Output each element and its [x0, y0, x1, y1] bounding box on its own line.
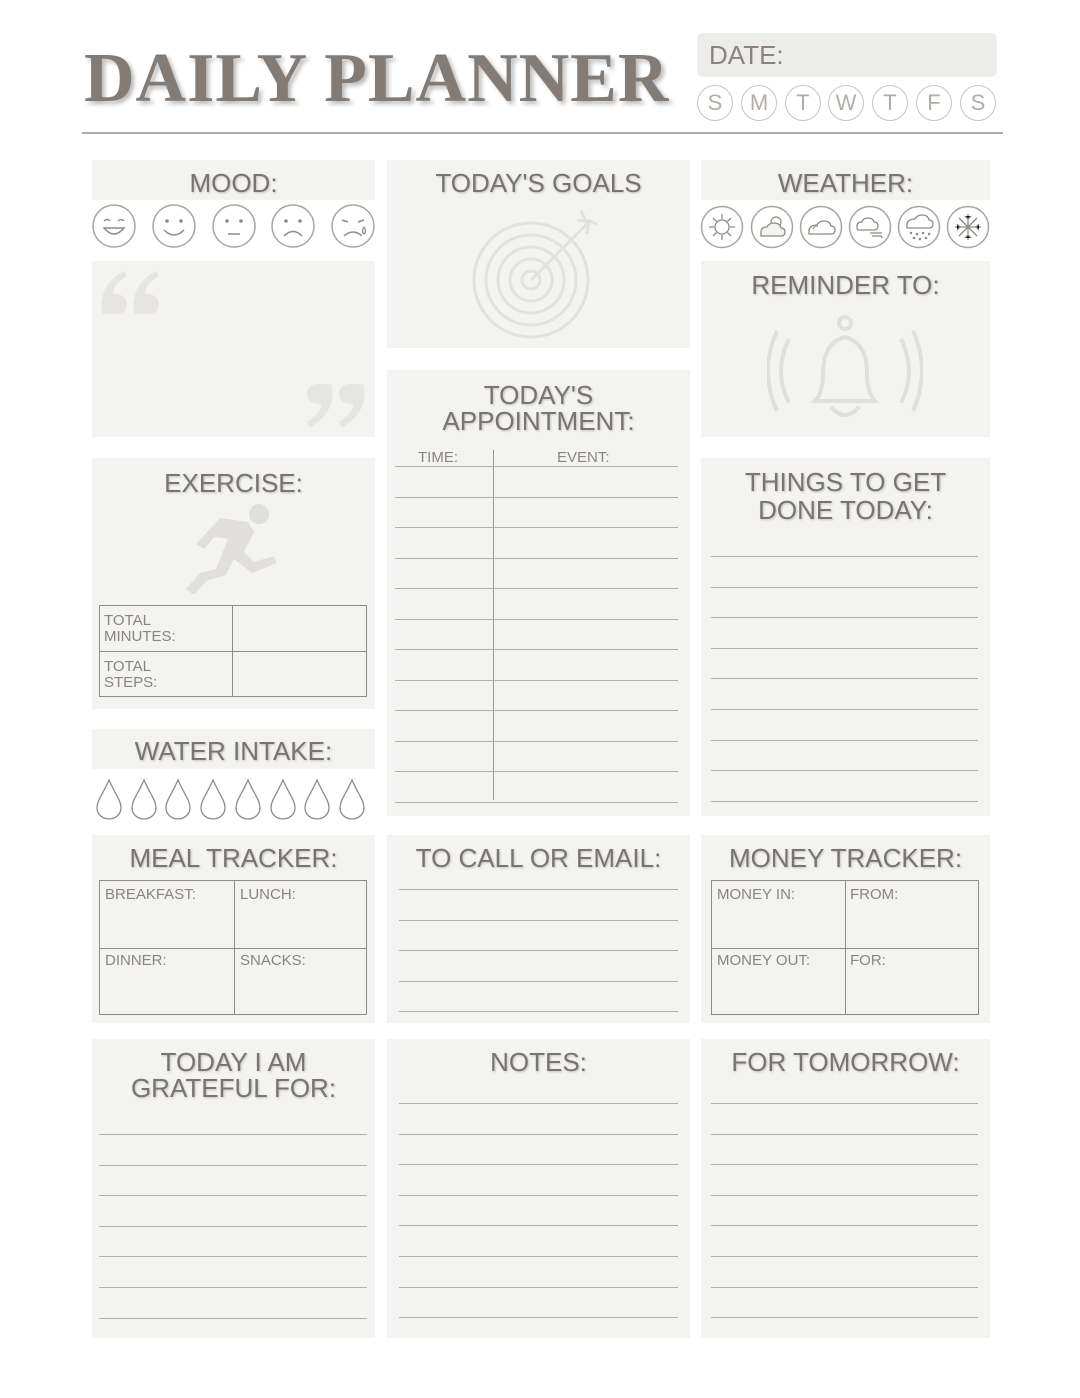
call-line[interactable]	[399, 889, 678, 890]
notes-line[interactable]	[399, 1256, 678, 1257]
goals-panel[interactable]	[387, 160, 690, 348]
quote-box[interactable]	[92, 261, 375, 437]
reminder-panel[interactable]	[701, 261, 990, 437]
todo-line[interactable]	[711, 587, 978, 588]
things-title-line2: DONE TODAY:	[758, 495, 933, 525]
call-title: TO CALL OR EMAIL:	[415, 843, 662, 873]
snow-icon[interactable]	[946, 205, 990, 249]
windy-icon[interactable]	[848, 205, 892, 249]
exercise-table	[99, 605, 367, 697]
todo-line[interactable]	[711, 801, 978, 802]
event-column-header: EVENT:	[557, 449, 610, 466]
water-drop-icon[interactable]	[199, 778, 227, 820]
tomorrow-line[interactable]	[711, 1164, 978, 1165]
tomorrow-panel	[701, 1039, 990, 1338]
sad-face-icon[interactable]	[270, 203, 316, 249]
column-divider	[493, 450, 494, 800]
money-title: MONEY TRACKER:	[728, 843, 963, 873]
appointment-row-line[interactable]	[395, 558, 678, 559]
appointment-row-line[interactable]	[395, 771, 678, 772]
notes-line[interactable]	[399, 1195, 678, 1196]
grateful-line[interactable]	[99, 1287, 367, 1288]
notes-line[interactable]	[399, 1225, 678, 1226]
notes-title: NOTES:	[490, 1047, 587, 1077]
day-saturday[interactable]: S	[960, 85, 996, 121]
call-line[interactable]	[399, 981, 678, 982]
partly-cloudy-icon[interactable]	[750, 205, 794, 249]
things-todo-panel	[701, 458, 990, 816]
total-steps-label: TOTAL STEPS:	[104, 658, 158, 691]
todo-line[interactable]	[711, 678, 978, 679]
mood-title: MOOD:	[189, 168, 278, 198]
call-line[interactable]	[399, 920, 678, 921]
call-line[interactable]	[399, 950, 678, 951]
bell-icon	[767, 311, 923, 427]
tomorrow-line[interactable]	[711, 1317, 978, 1318]
time-column-header: TIME:	[418, 449, 458, 466]
water-drop-icon[interactable]	[164, 778, 192, 820]
notes-line[interactable]	[399, 1134, 678, 1135]
grateful-panel	[92, 1039, 375, 1338]
appointment-row-line[interactable]	[395, 741, 678, 742]
appointment-row-line[interactable]	[395, 802, 678, 803]
smiling-face-icon[interactable]	[151, 203, 197, 249]
day-thursday[interactable]: T	[872, 85, 908, 121]
dinner-cell[interactable]: DINNER:	[105, 952, 167, 969]
target-icon	[469, 202, 609, 342]
grateful-title-line1: TODAY I AM	[160, 1047, 307, 1077]
tomorrow-title: FOR TOMORROW:	[731, 1047, 960, 1077]
meal-title: MEAL TRACKER:	[129, 843, 338, 873]
money-out-cell[interactable]: MONEY OUT:	[717, 952, 811, 969]
page-title: DAILY PLANNER	[84, 40, 670, 117]
laughing-face-icon[interactable]	[91, 203, 137, 249]
total-minutes-label: TOTAL MINUTES:	[104, 612, 176, 645]
water-header	[92, 729, 375, 769]
todo-line[interactable]	[711, 770, 978, 771]
close-quote-icon	[304, 381, 368, 431]
date-field[interactable]	[697, 33, 997, 77]
date-label: DATE:	[709, 40, 784, 70]
header-divider	[82, 132, 1003, 134]
appointment-row-line[interactable]	[395, 710, 678, 711]
breakfast-cell[interactable]: BREAKFAST:	[105, 886, 196, 903]
reminder-title: REMINDER TO:	[751, 270, 940, 300]
call-email-panel	[387, 835, 690, 1023]
money-in-cell[interactable]: MONEY IN:	[717, 886, 796, 903]
appointment-row-line[interactable]	[395, 497, 678, 498]
grateful-title-line2: GRATEFUL FOR:	[130, 1073, 337, 1103]
day-tuesday[interactable]: T	[785, 85, 821, 121]
tomorrow-line[interactable]	[711, 1256, 978, 1257]
tomorrow-line[interactable]	[711, 1103, 978, 1104]
water-drop-icon[interactable]	[303, 778, 331, 820]
notes-line[interactable]	[399, 1287, 678, 1288]
sun-icon[interactable]	[700, 205, 744, 249]
day-wednesday[interactable]: W	[828, 85, 864, 121]
todo-line[interactable]	[711, 709, 978, 710]
appointment-row-line[interactable]	[395, 527, 678, 528]
grateful-line[interactable]	[99, 1165, 367, 1166]
appointment-title-line2: APPOINTMENT:	[442, 406, 635, 436]
todo-line[interactable]	[711, 556, 978, 557]
lunch-cell[interactable]: LUNCH:	[240, 886, 296, 903]
water-drop-icon[interactable]	[234, 778, 262, 820]
money-table	[711, 880, 979, 1015]
appointment-row-line[interactable]	[395, 680, 678, 681]
money-tracker-panel	[701, 835, 990, 1023]
appointment-row-line[interactable]	[395, 649, 678, 650]
things-title-line1: THINGS TO GET	[744, 467, 947, 497]
tomorrow-line[interactable]	[711, 1195, 978, 1196]
money-from-cell[interactable]: FROM:	[850, 886, 899, 903]
weather-title: WEATHER:	[777, 168, 914, 198]
day-monday[interactable]: M	[741, 85, 777, 121]
total-minutes-input[interactable]	[233, 606, 366, 651]
grateful-line[interactable]	[99, 1318, 367, 1319]
appointment-title-line1: TODAY'S	[483, 380, 594, 410]
runner-icon	[180, 502, 280, 594]
appointment-row-line[interactable]	[395, 466, 678, 467]
water-title: WATER INTAKE:	[134, 736, 333, 766]
notes-panel	[387, 1039, 690, 1338]
appointment-panel	[387, 370, 690, 816]
water-drop-icon[interactable]	[338, 778, 366, 820]
mood-header	[92, 160, 375, 200]
todo-line[interactable]	[711, 617, 978, 618]
notes-line[interactable]	[399, 1164, 678, 1165]
day-friday[interactable]: F	[916, 85, 952, 121]
water-drop-icon[interactable]	[95, 778, 123, 820]
crying-face-icon[interactable]	[330, 203, 376, 249]
money-for-cell[interactable]: FOR:	[850, 952, 886, 969]
appointment-row-line[interactable]	[395, 619, 678, 620]
grateful-line[interactable]	[99, 1134, 367, 1135]
grateful-line[interactable]	[99, 1226, 367, 1227]
grateful-line[interactable]	[99, 1195, 367, 1196]
appointment-row-line[interactable]	[395, 588, 678, 589]
tomorrow-line[interactable]	[711, 1225, 978, 1226]
tomorrow-line[interactable]	[711, 1287, 978, 1288]
neutral-face-icon[interactable]	[211, 203, 257, 249]
todo-line[interactable]	[711, 740, 978, 741]
todo-line[interactable]	[711, 648, 978, 649]
total-steps-input[interactable]	[233, 652, 366, 696]
call-line[interactable]	[399, 1011, 678, 1012]
water-drop-icon[interactable]	[269, 778, 297, 820]
rain-icon[interactable]	[897, 205, 941, 249]
meal-table	[99, 880, 367, 1015]
day-sunday[interactable]: S	[697, 85, 733, 121]
open-quote-icon	[98, 267, 162, 317]
grateful-line[interactable]	[99, 1256, 367, 1257]
snacks-cell[interactable]: SNACKS:	[240, 952, 306, 969]
goals-title: TODAY'S GOALS	[435, 168, 642, 198]
exercise-title: EXERCISE:	[164, 468, 303, 498]
exercise-panel	[92, 458, 375, 709]
notes-line[interactable]	[399, 1103, 678, 1104]
tomorrow-line[interactable]	[711, 1134, 978, 1135]
meal-tracker-panel	[92, 835, 375, 1023]
weather-header	[701, 160, 990, 200]
notes-line[interactable]	[399, 1317, 678, 1318]
cloudy-icon[interactable]	[799, 205, 843, 249]
water-drop-icon[interactable]	[130, 778, 158, 820]
